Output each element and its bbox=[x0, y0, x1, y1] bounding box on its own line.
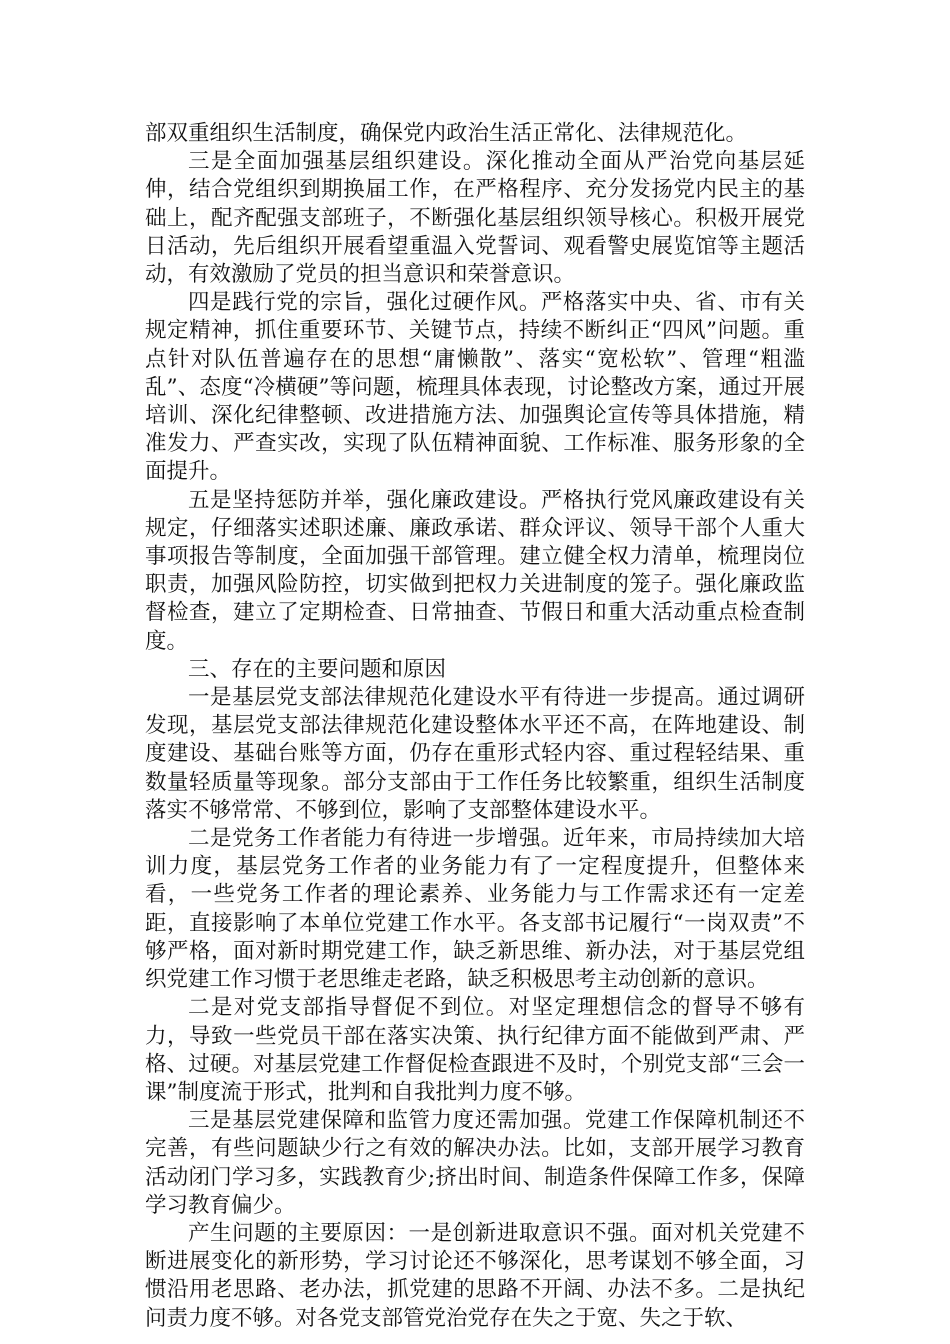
paragraph-grassroots-organization: 三是全面加强基层组织建设。深化推动全面从严治党向基层延伸，结合党组织到期换届工作，在严格程序、充分发扬党内民主的基础上，配齐配强支部班子，不断强化基层组织领导核心。积极开展党日活动，先后组织开展看望重温入党誓词、观看警史展览馆等主题活动，有效激励了党员的担当意识和荣誉意识。 bbox=[145, 149, 805, 288]
paragraph-work-style: 四是践行党的宗旨，强化过硬作风。严格落实中央、省、市有关规定精神，抓住重要环节、关键节点，持续不断纠正“四风”问题。重点针对队伍普遍存在的思想“庸懒散”、落实“宽松软”、管理“粗滥乱”、态度“冷横硬”等问题，梳理具体表现，讨论整改方案，通过开展培训、深化纪律整顿、改进措施方法、加强舆论宣传等具体措施，精准发力、严查实改，实现了队伍精神面貌、工作标准、服务形象的全面提升。 bbox=[145, 290, 805, 485]
paragraph-problem-two: 二是党务工作者能力有待进一步增强。近年来，市局持续加大培训力度，基层党务工作者的业务能力有了一定程度提升，但整体来看，一些党务工作者的理论素养、业务能力与工作需求还有一定差距，直接影响了本单位党建工作水平。各支部书记履行“一岗双责”不够严格，面对新时期党建工作，缺乏新思维、新办法，对于基层党组织党建工作习惯于老思维走老路，缺乏积极思考主动创新的意识。 bbox=[145, 826, 805, 993]
paragraph-problem-one: 一是基层党支部法律规范化建设水平有待进一步提高。通过调研发现，基层党支部法律规范化建设整体水平还不高，在阵地建设、制度建设、基础台账等方面，仍存在重形式轻内容、重过程轻结果、重数量轻质量等现象。部分支部由于工作任务比较繁重，组织生活制度落实不够常常、不够到位，影响了支部整体建设水平。 bbox=[145, 685, 805, 823]
document-page bbox=[145, 120, 805, 1333]
paragraph-problem-three: 三是基层党建保障和监管力度还需加强。党建工作保障机制还不完善，有些问题缺少行之有效的解决办法。比如，支部开展学习教育活动闭门学习多，实践教育少;挤出时间、制造条件保障工作多，保障学习教育偏少。 bbox=[145, 1108, 805, 1218]
paragraph-causes: 产生问题的主要原因：一是创新进取意识不强。面对机关党建不断进展变化的新形势，学习讨论还不够深化，思考谋划不够全面，习惯沿用老思路、老办法，抓党建的思路不开阔、办法不多。二是执纪问责力度不够。对各党支部管党治党存在失之于宽、失之于软、 bbox=[145, 1220, 805, 1331]
paragraph-continuation: 部双重组织生活制度，确保党内政治生活正常化、法律规范化。 bbox=[145, 121, 748, 146]
paragraph-problem-supervision: 二是对党支部指导督促不到位。对坚定理想信念的督导不够有力，导致一些党员干部在落实决策、执行纪律方面不能做到严肃、严格、过硬。对基层党建工作督促检查跟进不及时，个别党支部“三会一课”制度流于形式，批判和自我批判力度不够。 bbox=[145, 995, 805, 1105]
section-heading-problems: 三、存在的主要问题和原因 bbox=[188, 656, 447, 682]
paragraph-integrity: 五是坚持惩防并举，强化廉政建设。严格执行党风廉政建设有关规定，仔细落实述职述廉、廉政承诺、群众评议、领导干部个人重大事项报告等制度，全面加强干部管理。建立健全权力清单，梳理岗位职责，加强风险防控，切实做到把权力关进制度的笼子。强化廉政监督检查，建立了定期检查、日常抽查、节假日和重大活动重点检查制度。 bbox=[145, 487, 805, 654]
